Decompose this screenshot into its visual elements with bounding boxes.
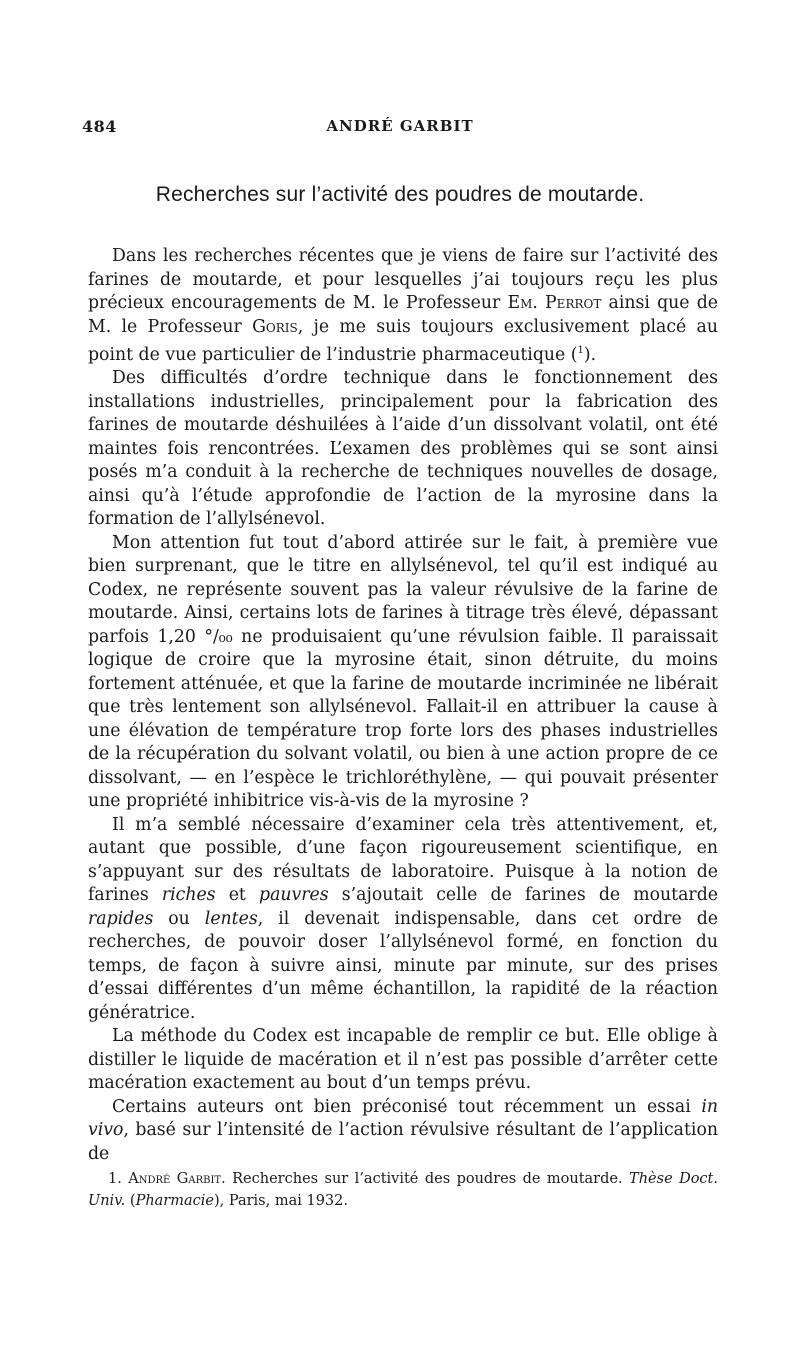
text-segment: et xyxy=(215,885,260,906)
footnote-text: ( xyxy=(125,1193,136,1209)
text-segment: in vivo xyxy=(88,1096,718,1141)
paragraph xyxy=(88,814,718,1026)
paragraph xyxy=(88,1096,718,1167)
text-segment: , il devenait indispensable, dans cet ordre de recherches, de pouvoir doser l’allylsénevol formé, en fonction du temps, de façon à suivre ainsi, minute par minute, sur des prises d’essai différentes d’un même échantillon, la rapidité de la réaction génératrice. xyxy=(88,908,718,1023)
text-segment: , je me suis toujours exclusivement placé au point de vue particulier de l’industrie pharmaceutique ( xyxy=(88,316,718,365)
text-segment: pauvres xyxy=(259,885,329,906)
text-segment: Goris xyxy=(252,316,298,337)
text-segment: Mon attention fut tout d’abord attirée sur le fait, à première vue bien surprenant, que le titre en allylsénevol, tel qu’il est indiqué au Codex, ne représente souvent pas la valeur révulsive de la farine de moutarde. Ainsi, certains lots de farines à titrage très élevé, dépassant parfois 1,20 °/₀₀ ne produisaient qu’une révulsion faible. Il paraissait logique de croire que la myrosine était, sinon détruite, du moins fortement atténuée, et que la farine de moutarde incriminée ne libérait que très lentement son allylsénevol. Fallait-il en attribuer la cause à une élévation de température trop forte lors des phases industrielles de la récupération du solvant volatil, ou bien à une action propre de ce dissolvant, — en l’espèce le trichloréthylène, — qui pouvait présenter une propriété inhibitrice vis-à-vis de la myrosine ? xyxy=(88,532,718,812)
text-segment: 1 xyxy=(577,345,584,356)
text-segment: s’ajoutait celle de farines de moutarde xyxy=(328,885,718,906)
text-segment: , basé sur l’intensité de l’action révulsive résultant de l’application de xyxy=(88,1120,718,1164)
text-segment: rapides xyxy=(88,908,154,929)
footnote-faculty: Pharmacie xyxy=(135,1193,214,1209)
text-segment: La méthode du Codex est incapable de remplir ce but. Elle oblige à distiller le liquide de macération et il n’est pas possible d’arrêter cette macération exactement au bout d’un temps prévu. xyxy=(88,1026,718,1094)
footnote-text: ), Paris, mai 1932. xyxy=(213,1193,348,1209)
footnote-author: André Garbit xyxy=(128,1171,222,1187)
body-text xyxy=(88,245,718,1166)
text-segment: Dans les recherches récentes que je viens de faire sur l’activité des farines de moutarde, et pour lesquelles j’ai toujours reçu les plus précieux encouragements de M. le Professeur xyxy=(88,246,718,313)
text-segment: ou xyxy=(153,908,205,929)
text-segment: ainsi que de M. le Professeur xyxy=(88,293,718,337)
page-number: 484 xyxy=(82,117,117,136)
footnote-number: 1. xyxy=(108,1171,122,1187)
article-title: Recherches sur l’activité des poudres de moutarde. xyxy=(155,183,645,206)
paragraph xyxy=(88,1025,718,1096)
text-segment: Des difficultés d’ordre technique dans le fonctionnement des installations industrielles, principalement pour la fabrication des farines de moutarde déshuilées à l’aide d’un dissolvant volatil, ont été maintes fois rencontrées. L’examen des problèmes qui se sont ainsi posés m’a conduit à la recherche de techniques nouvelles de dosage, ainsi qu’à l’étude approfondie de l’action de la myrosine dans la formation de l’allylsénevol. xyxy=(88,368,718,530)
paragraph xyxy=(88,367,718,532)
footnote-text: . Recherches sur l’activité des poudres de moutarde. xyxy=(221,1171,630,1187)
running-head: ANDRÉ GARBIT xyxy=(326,117,474,135)
text-segment: Il m’a semblé nécessaire d’examiner cela très attentivement, et, autant que possible, d’une façon rigoureusement scientifique, en s’appuyant sur des résultats de laboratoire. Puisque à la notion de farines xyxy=(88,814,718,906)
paragraph xyxy=(88,245,718,367)
paragraph xyxy=(88,532,718,814)
text-segment: Em. Perrot xyxy=(507,293,602,313)
text-segment: Certains auteurs ont bien préconisé tout récemment un essai xyxy=(112,1096,702,1117)
text-segment: lentes xyxy=(204,908,258,929)
footnote-work: Thèse Doct. Univ. xyxy=(88,1171,718,1209)
footnote xyxy=(88,1168,718,1212)
text-segment: riches xyxy=(161,885,216,906)
text-segment: ). xyxy=(583,344,597,365)
